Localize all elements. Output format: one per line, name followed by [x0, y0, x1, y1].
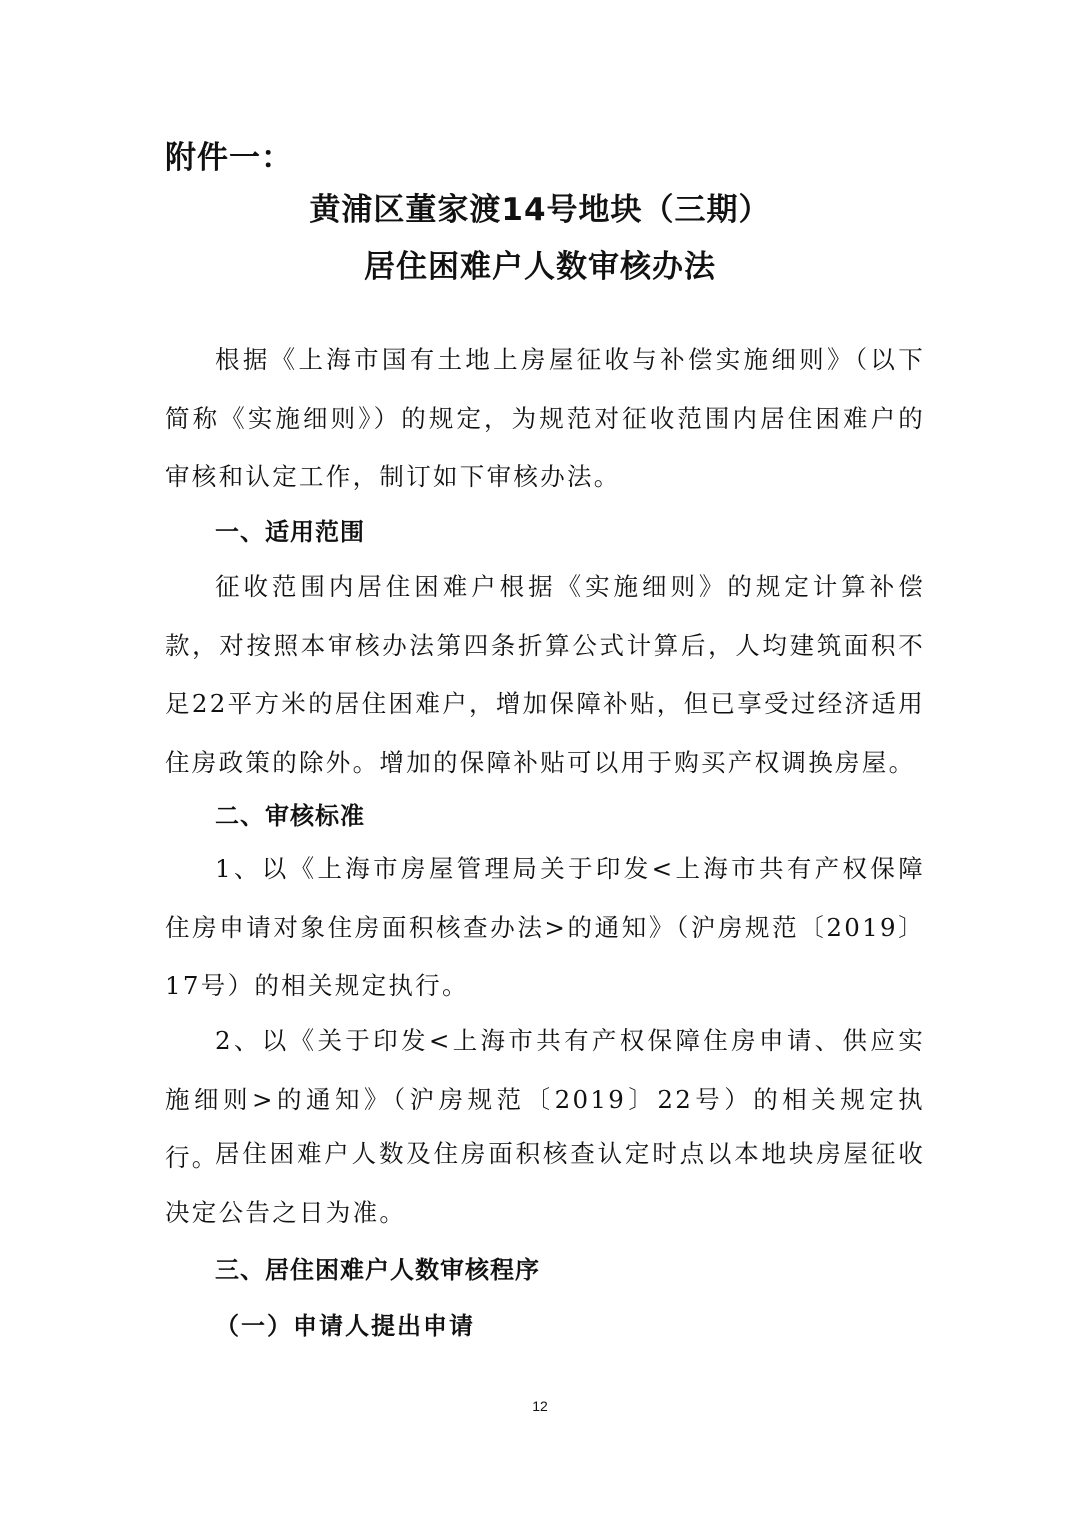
- attachment-label: 附件一：: [165, 140, 293, 176]
- section2-item3: 居住困难户人数及住房面积核查认定时点以本地块房屋征收决定公告之日为准。: [165, 1139, 925, 1227]
- section2-item2: 2、以《关于印发<上海市共有产权保障住房申请、供应实施细则>的通知》（沪房规范〔2019〕22号）的相关规定执行。: [165, 1026, 925, 1172]
- section2-heading: 二、审核标准: [215, 802, 365, 830]
- section3-heading: 三、居住困难户人数审核程序: [215, 1256, 540, 1284]
- intro-paragraph: 根据《上海市国有土地上房屋征收与补偿实施细则》（以下简称《实施细则》）的规定，为规范对征收范围内居住困难户的审核和认定工作，制订如下审核办法。: [165, 345, 925, 491]
- section2-item1: 1、以《上海市房屋管理局关于印发<上海市共有产权保障住房申请对象住房面积核查办法>的通知》（沪房规范〔2019〕17号）的相关规定执行。: [165, 854, 925, 1000]
- section1-heading: 一、适用范围: [215, 518, 365, 546]
- document-title-line2: 居住困难户人数审核办法: [364, 249, 716, 285]
- page-number: 12: [532, 1398, 548, 1414]
- section1-body: 征收范围内居住困难户根据《实施细则》的规定计算补偿款，对按照本审核办法第四条折算公式计算后，人均建筑面积不足22平方米的居住困难户，增加保障补贴，但已享受过经济适用住房政策的除外。增加的保障补贴可以用于购买产权调换房屋。: [165, 572, 925, 777]
- document-title-line1: 黄浦区董家渡14号地块（三期）: [309, 192, 771, 228]
- section3-subheading: （一）申请人提出申请: [215, 1312, 475, 1340]
